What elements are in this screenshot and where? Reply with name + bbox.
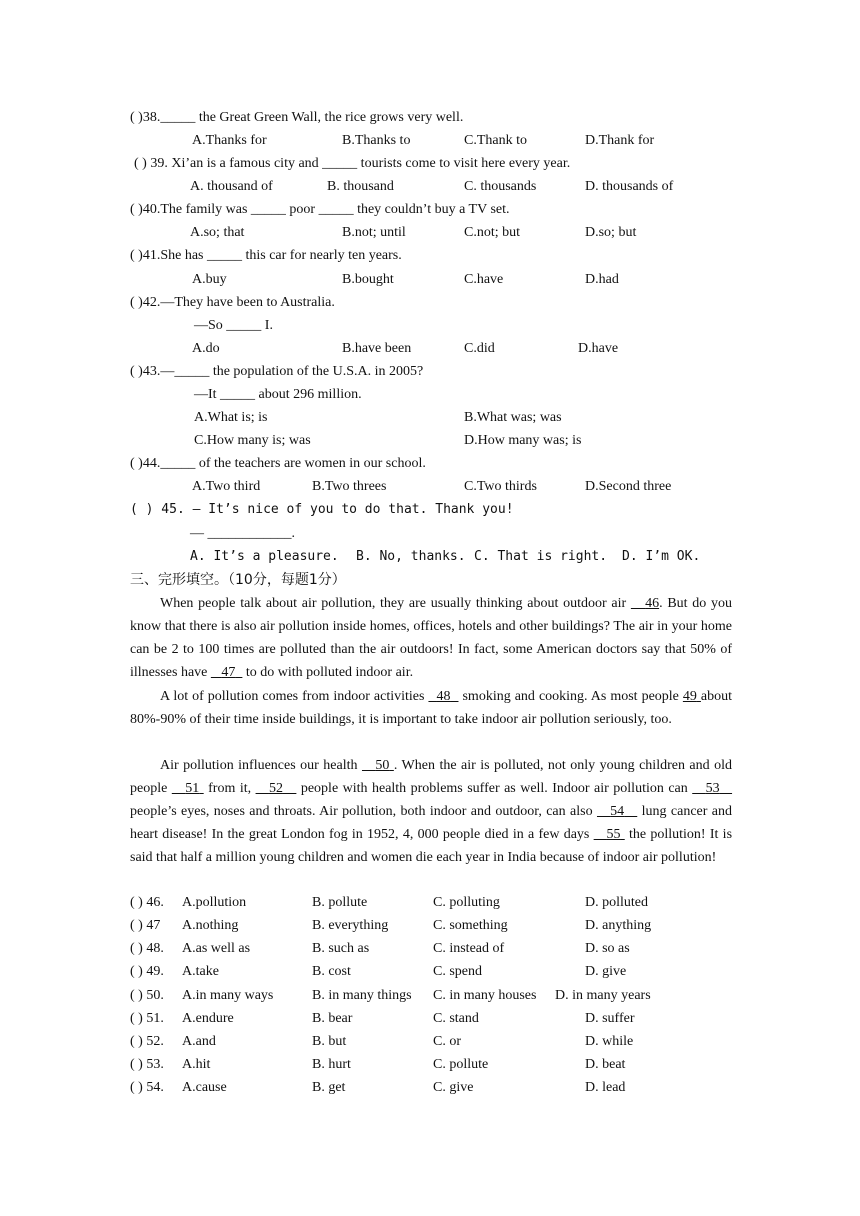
blank-number: 53 xyxy=(705,781,720,797)
blank-47 xyxy=(211,665,243,680)
option-a: A.take xyxy=(182,964,219,979)
option-b: B.bought xyxy=(342,272,394,287)
blank-50 xyxy=(362,758,394,773)
option-a: A. It’s a pleasure. xyxy=(190,549,339,564)
option-c: C.Thank to xyxy=(464,133,527,148)
blank-number: 52 xyxy=(268,781,283,797)
blank-54 xyxy=(597,804,637,819)
question-number: ( )42. xyxy=(130,295,161,310)
option-c: C. instead of xyxy=(433,941,505,956)
cloze-question: ( ) 48. xyxy=(130,941,164,956)
option-a: A.endure xyxy=(182,1011,234,1026)
option-b: B. thousand xyxy=(327,179,394,194)
option-b: B.have been xyxy=(342,341,412,356)
question-number: ( ) 45. xyxy=(130,502,185,517)
option-a: A.nothing xyxy=(182,918,239,933)
option-c: C.Two thirds xyxy=(464,479,537,494)
option-b: B.Two threes xyxy=(312,479,387,494)
question-text: _____ of the teachers are women in our school. xyxy=(160,456,426,471)
option-d: D. so as xyxy=(585,941,630,956)
question-number: ( )41. xyxy=(130,248,161,263)
option-c: C. stand xyxy=(433,1011,479,1026)
option-a: A.hit xyxy=(182,1057,211,1072)
option-c: C. give xyxy=(433,1080,474,1095)
question-text: Xi’an is a famous city and _____ tourists come to visit here every year. xyxy=(171,156,571,171)
question-number: ( ) 39. xyxy=(134,156,168,171)
option-c: C.How many is; was xyxy=(194,433,311,448)
option-d: D.so; but xyxy=(585,225,637,240)
option-d: D. anything xyxy=(585,918,652,933)
question-38 xyxy=(130,108,463,128)
passage-text: the pollution! It is said that half a million young children and women die each year in India because of indoor air pollution! xyxy=(130,827,733,866)
option-c: C.have xyxy=(464,272,504,287)
option-d: D.have xyxy=(578,341,619,356)
option-d: D.How many was; is xyxy=(464,433,582,448)
passage-paragraph-3 xyxy=(130,754,732,869)
blank-53 xyxy=(692,781,732,796)
option-a: A.as well as xyxy=(182,941,251,956)
option-d: D. thousands of xyxy=(585,179,674,194)
blank-number: 55 xyxy=(606,827,621,843)
blank-48 xyxy=(428,689,458,704)
option-b: B.not; until xyxy=(342,225,406,240)
passage-paragraph-2 xyxy=(130,685,732,731)
option-d: D. polluted xyxy=(585,895,648,910)
option-d: D. while xyxy=(585,1034,634,1049)
option-a: A.do xyxy=(192,341,220,356)
option-b: B. in many things xyxy=(312,988,412,1003)
blank-52 xyxy=(256,781,297,796)
option-d: D. give xyxy=(585,964,627,979)
cloze-question: ( ) 54. xyxy=(130,1080,164,1095)
option-c: C.did xyxy=(464,341,495,356)
option-c: C. in many houses xyxy=(433,988,537,1003)
blank-number: 48 xyxy=(436,689,451,704)
passage-text: When people talk about air pollution, they are usually thinking about outdoor air xyxy=(160,596,631,611)
blank-number: 47 xyxy=(221,665,236,681)
passage-paragraph-1 xyxy=(130,592,732,684)
option-b: B. hurt xyxy=(312,1057,351,1072)
blank-51 xyxy=(172,781,204,796)
option-a: A.in many ways xyxy=(182,988,274,1003)
option-b: B. but xyxy=(312,1034,347,1049)
passage-text: people’s eyes, noses and throats. Air pollution, both indoor and outdoor, can also xyxy=(130,804,597,820)
option-a: A.Two third xyxy=(192,479,261,494)
blank-number: 51 xyxy=(185,781,200,797)
question-number: ( )43. xyxy=(130,364,161,379)
passage-text: . But do you know that there is also air pollution inside homes, offices, hotels and other buildings? The air in your home can be 2 to 100 times are polluted than the air outdoors! In fact, some American doctors say that 50% of illnesses have xyxy=(130,596,733,681)
option-a: A.pollution xyxy=(182,895,247,910)
option-d: D. beat xyxy=(585,1057,626,1072)
option-a: A.What is; is xyxy=(194,410,268,425)
cloze-question: ( ) 47 xyxy=(130,918,161,933)
option-c: C. pollute xyxy=(433,1057,489,1072)
option-c: C. spend xyxy=(433,964,482,979)
blank-number: 50 xyxy=(375,758,390,773)
cloze-question: ( ) 50. xyxy=(130,988,164,1003)
passage-text: . When the air is polluted, not only young children and old people xyxy=(130,758,732,797)
cloze-question: ( ) 49. xyxy=(130,964,164,979)
cloze-question: ( ) 53. xyxy=(130,1057,164,1072)
question-41 xyxy=(130,246,402,266)
blank-number: 49 xyxy=(682,689,697,704)
question-42-reply: —So _____ I. xyxy=(194,318,273,333)
blank-46 xyxy=(631,596,659,611)
option-b: B. cost xyxy=(312,964,351,979)
option-c: C. That is right. xyxy=(474,549,608,564)
question-text: The family was _____ poor _____ they couldn’t buy a TV set. xyxy=(160,202,510,217)
cloze-question: ( ) 51. xyxy=(130,1011,164,1026)
option-c: C. thousands xyxy=(464,179,537,194)
question-text: _____ the Great Green Wall, the rice grows very well. xyxy=(160,110,464,125)
option-c: C. polluting xyxy=(433,895,500,910)
cloze-question: ( ) 46. xyxy=(130,895,164,910)
option-b: B. No, thanks. xyxy=(356,549,466,564)
blank-49 xyxy=(683,689,701,704)
passage-text: to do with polluted indoor air. xyxy=(242,665,414,681)
passage-text: about 80%-90% of their time inside buildings, it is important to take indoor air pollution seriously, too. xyxy=(130,689,733,728)
question-text: —_____ the population of the U.S.A. in 2005? xyxy=(160,364,424,379)
option-a: A.buy xyxy=(192,272,227,287)
blank-number: 54 xyxy=(610,804,625,820)
question-45-reply: — ____________. xyxy=(190,526,295,541)
option-a: A.so; that xyxy=(190,225,245,240)
question-45 xyxy=(130,500,514,520)
option-d: D.had xyxy=(585,272,619,287)
option-b: B. bear xyxy=(312,1011,353,1026)
option-a: A.and xyxy=(182,1034,216,1049)
option-d: D.Thank for xyxy=(585,133,655,148)
question-39 xyxy=(134,154,570,174)
question-text: — It’s nice of you to do that. Thank you! xyxy=(192,502,514,517)
passage-text: lung cancer and heart disease! In the great London fog in 1952, 4, 000 people died in a few days xyxy=(130,804,733,843)
question-40 xyxy=(130,200,510,220)
option-b: B.What was; was xyxy=(464,410,562,425)
option-b: B. pollute xyxy=(312,895,368,910)
option-d: D. I’m OK. xyxy=(622,549,701,564)
option-d: D. suffer xyxy=(585,1011,635,1026)
option-b: B.Thanks to xyxy=(342,133,411,148)
passage-text: people with health problems suffer as well. Indoor air pollution can xyxy=(296,781,693,797)
question-number: ( )44. xyxy=(130,456,161,471)
blank-number: 46 xyxy=(645,596,660,611)
question-44 xyxy=(130,454,426,474)
option-d: D. in many years xyxy=(555,988,651,1003)
option-d: D. lead xyxy=(585,1080,626,1095)
passage-text: smoking and cooking. As most people xyxy=(458,689,683,704)
cloze-question: ( ) 52. xyxy=(130,1034,164,1049)
passage-text: A lot of pollution comes from indoor activities xyxy=(160,689,429,704)
blank-55 xyxy=(594,827,625,842)
option-d: D.Second three xyxy=(585,479,672,494)
passage-text: from it, xyxy=(203,781,256,797)
option-b: B. get xyxy=(312,1080,346,1095)
option-b: B. everything xyxy=(312,918,389,933)
question-43-reply: —It _____ about 296 million. xyxy=(194,387,362,402)
option-a: A.Thanks for xyxy=(192,133,267,148)
option-c: C. something xyxy=(433,918,508,933)
section-header: 三、完形填空。（10分，每题1分） xyxy=(130,572,346,588)
option-a: A. thousand of xyxy=(190,179,273,194)
question-number: ( )38. xyxy=(130,110,161,125)
question-43 xyxy=(130,362,423,382)
question-number: ( )40. xyxy=(130,202,161,217)
question-42 xyxy=(130,293,335,313)
option-c: C. or xyxy=(433,1034,461,1049)
option-a: A.cause xyxy=(182,1080,227,1095)
question-text: —They have been to Australia. xyxy=(160,295,335,310)
option-c: C.not; but xyxy=(464,225,521,240)
passage-text: Air pollution influences our health xyxy=(160,758,362,773)
option-b: B. such as xyxy=(312,941,370,956)
question-text: She has _____ this car for nearly ten years. xyxy=(160,248,402,263)
